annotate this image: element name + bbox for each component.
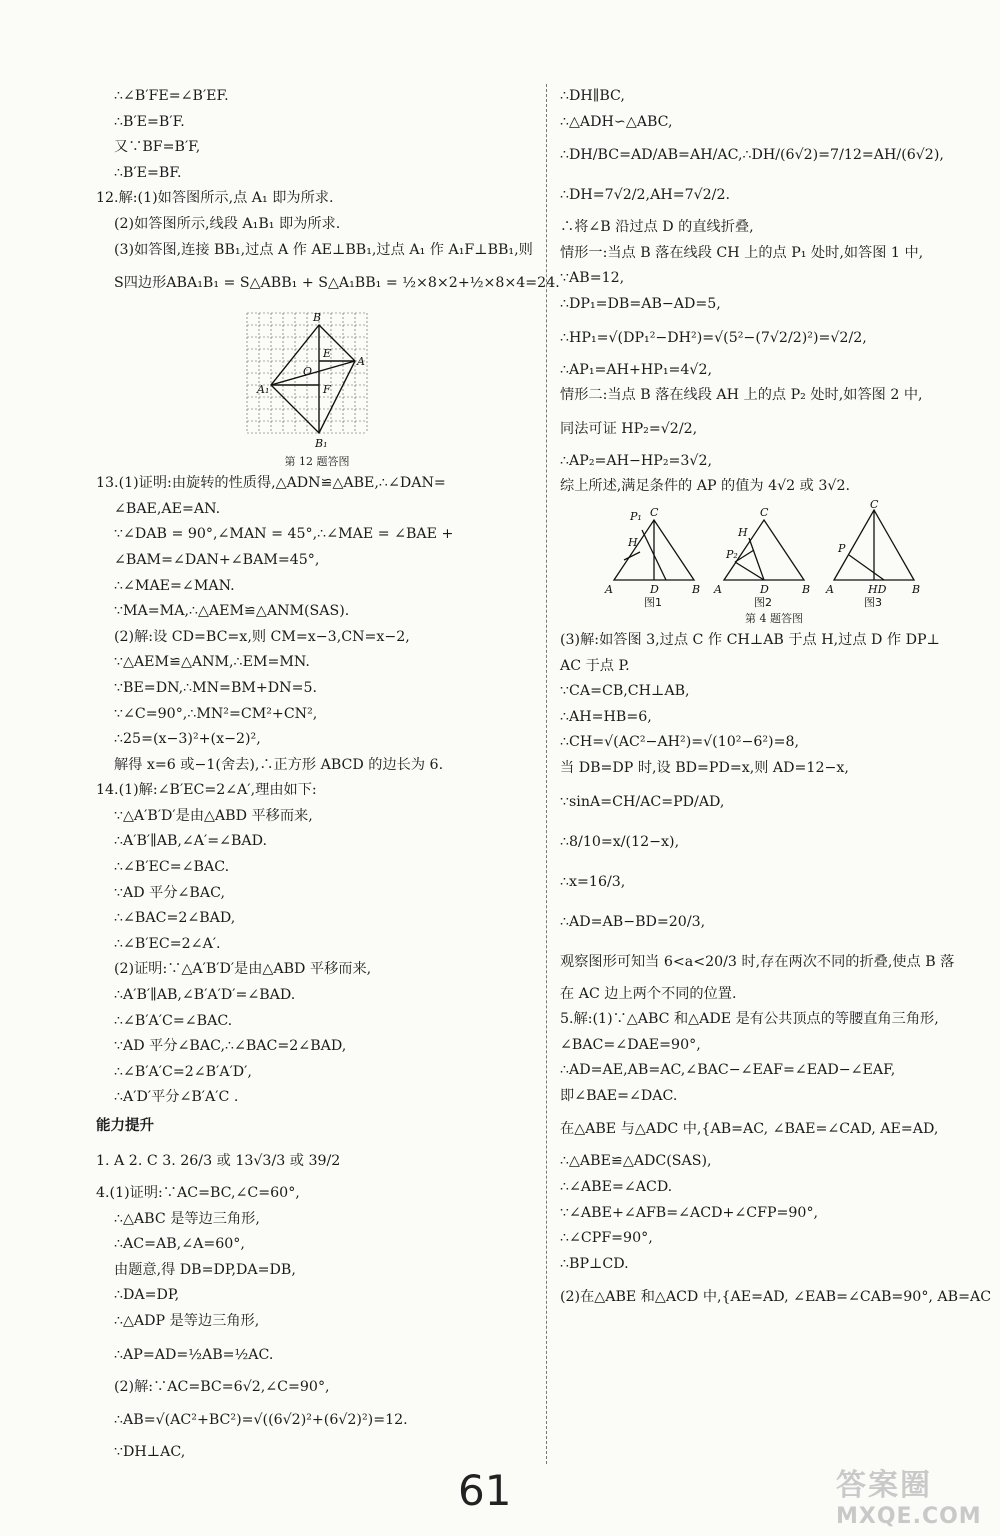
svg-text:A: A	[605, 582, 613, 596]
fig-label: O	[303, 365, 313, 379]
fig-label: A₁	[257, 383, 270, 397]
q5-heading: 5.解:(1)∵△ABC 和△ADE 是有公共顶点的等腰直角三角形,	[560, 1011, 939, 1028]
q14-heading: 14.(1)解:∠B′EC=2∠A′,理由如下:	[96, 782, 317, 799]
q12-heading: 12.解:(1)如答图所示,点 A₁ 即为所求.	[96, 190, 334, 207]
svg-text:C: C	[650, 505, 659, 519]
q12-figure-caption: 第 12 题答图	[284, 455, 350, 469]
svg-text:P₂: P₂	[726, 547, 738, 561]
text-line: ∴AP=AD=½AB=½AC.	[114, 1346, 274, 1363]
text-line: ∠BAM=∠DAN+∠BAM=45°,	[114, 551, 320, 568]
text-line: ∴将∠B 沿过点 D 的直线折叠,	[560, 219, 754, 236]
text-line: ∴∠B′A′C=∠BAC.	[114, 1012, 233, 1029]
text-line: ∴8/10=x/(12−x),	[560, 833, 680, 850]
fig-label: 图3	[864, 595, 882, 609]
text-line: ∴DH=7√2/2,AH=7√2/2.	[560, 187, 730, 204]
text-line: ∴B′E=B′F.	[114, 113, 185, 130]
q4-figure	[604, 500, 944, 610]
fig-label: 图1	[644, 595, 662, 609]
text-line: ∴△ABC 是等边三角形,	[114, 1210, 260, 1227]
fig-label: B₁	[315, 437, 328, 451]
text-line: ∴CH=√(AC²−AH²)=√(10²−6²)=8,	[560, 734, 799, 751]
text-line: ∵∠ABE+∠AFB=∠ACD+∠CFP=90°,	[560, 1204, 819, 1221]
fig-label: A	[357, 355, 365, 369]
text-line: ∵△A′B′D′是由△ABD 平移而来,	[114, 807, 313, 824]
svg-text:A: A	[714, 582, 722, 596]
text-line: ∴A′B′∥AB,∠B′A′D′=∠BAD.	[114, 987, 296, 1004]
svg-text:B: B	[912, 582, 921, 596]
text-line: ∵AD 平分∠BAC,	[114, 884, 225, 901]
text-line: ∴AH=HB=6,	[560, 708, 652, 725]
text-line: ∴DH/BC=AD/AB=AH/AC,∴DH/(6√2)=7/12=AH/(6√2),	[560, 147, 944, 164]
watermark-logo	[836, 1460, 986, 1530]
text-line: ∵MA=MA,∴△AEM≌△ANM(SAS).	[114, 603, 350, 620]
text-line: ∴AD=AE,AB=AC,∠BAC−∠EAF=∠EAD−∠EAF,	[560, 1062, 896, 1079]
watermark-text: 答案圈	[836, 1468, 932, 1503]
fig-label: F	[323, 383, 331, 397]
text-line: 情形一:当点 B 落在线段 CH 上的点 P₁ 处时,如答图 1 中,	[560, 244, 924, 261]
text-line: ∵∠DAB = 90°,∠MAN = 45°,∴∠MAE = ∠BAE +	[114, 526, 454, 543]
text-line: 解得 x=6 或−1(舍去),∴正方形 ABCD 的边长为 6.	[114, 756, 444, 773]
text-line: ∴AB=√(AC²+BC²)=√((6√2)²+(6√2)²)=12.	[114, 1412, 408, 1429]
text-line: 当 DB=DP 时,设 BD=PD=x,则 AD=12−x,	[560, 759, 849, 776]
text-line: (3)如答图,连接 BB₁,过点 A 作 AE⊥BB₁,过点 A₁ 作 A₁F⊥BB₁,则	[114, 241, 533, 258]
svg-text:H: H	[628, 535, 638, 549]
svg-text:C: C	[760, 505, 769, 519]
text-line: ∴△ADH∽△ABC,	[560, 113, 673, 130]
svg-text:A: A	[826, 582, 834, 596]
right-column	[560, 84, 992, 1317]
text-line: ∴∠BAC=2∠BAD,	[114, 910, 236, 927]
text-line: ∴AP₁=AH+HP₁=4√2,	[560, 361, 712, 378]
svg-text:H: H	[738, 525, 748, 539]
text-line: ∴△ABE≌△ADC(SAS),	[560, 1153, 712, 1170]
q4-heading: 4.(1)证明:∵AC=BC,∠C=60°,	[96, 1185, 300, 1201]
text-line: 观察图形可知当 6<a<20/3 时,存在两次不同的折叠,使点 B 落	[560, 953, 955, 970]
text-line: (2)解:∵AC=BC=6√2,∠C=90°,	[114, 1378, 330, 1395]
svg-text:P: P	[838, 541, 846, 555]
svg-text:P₁: P₁	[630, 509, 642, 523]
text-line: S四边形ABA₁B₁ = S△ABB₁ + S△A₁BB₁ = ½×8×2+½×8×4=24.	[114, 275, 560, 292]
text-line: ∴BP⊥CD.	[560, 1255, 629, 1272]
q13-heading: 13.(1)证明:由旋转的性质得,△ADN≌△ABE,∴∠DAN=	[96, 475, 446, 492]
svg-text:D: D	[760, 582, 769, 596]
watermark-url: MXQE.COM	[836, 1504, 982, 1529]
text-line: ∴x=16/3,	[560, 873, 626, 890]
text-line: ∴B′E=BF.	[114, 164, 182, 181]
text-line: ∴A′B′∥AB,∠A′=∠BAD.	[114, 833, 268, 850]
text-line: ∴∠B′A′C=2∠B′A′D′,	[114, 1063, 252, 1080]
text-line: ∴∠MAE=∠MAN.	[114, 577, 235, 594]
text-line: 同法可证 HP₂=√2/2,	[560, 420, 698, 437]
text-line: ∴HP₁=√(DP₁²−DH²)=√(5²−(7√2/2)²)=√2/2,	[560, 329, 867, 346]
column-divider	[546, 84, 547, 1464]
text-line: ∴AP₂=AH−HP₂=3√2,	[560, 452, 712, 469]
text-line: ∵AD 平分∠BAC,∴∠BAC=2∠BAD,	[114, 1038, 347, 1055]
text-line: (2)证明:∵△A′B′D′是由△ABD 平移而来,	[114, 961, 372, 978]
fig-label: E	[323, 347, 332, 361]
q4-figure-caption: 第 4 题答图	[745, 611, 803, 625]
ability-heading: 能力提升	[96, 1118, 154, 1134]
text-line: (2)在△ABE 和△ACD 中,{AE=AD, ∠EAB=∠CAB=90°, AB=AC	[560, 1289, 992, 1306]
fig-label: B	[313, 311, 322, 325]
text-line: 又∵BF=B′F,	[114, 139, 201, 156]
text-line: 情形二:当点 B 落在线段 AH 上的点 P₂ 处时,如答图 2 中,	[560, 387, 923, 404]
text-line: ∠BAE,AE=AN.	[114, 500, 221, 517]
text-line: AC 于点 P.	[560, 657, 630, 674]
text-line: ∵DH⊥AC,	[114, 1444, 186, 1461]
svg-text:C: C	[870, 499, 879, 511]
answers-line: 1. A 2. C 3. 26/3 或 13√3/3 或 39/2	[96, 1153, 341, 1169]
text-line: ∴∠CPF=90°,	[560, 1230, 653, 1247]
text-line: ∴∠B′EC=∠BAC.	[114, 859, 230, 876]
text-line: 即∠BAE=∠DAC.	[560, 1087, 678, 1104]
text-line: ∴DP₁=DB=AB−AD=5,	[560, 295, 721, 312]
text-line: ∵BE=DN,∴MN=BM+DN=5.	[114, 679, 317, 696]
text-line: ∵sinA=CH/AC=PD/AD,	[560, 793, 725, 810]
text-line: ∴∠B′FE=∠B′EF.	[114, 88, 229, 104]
svg-text:B: B	[692, 582, 701, 596]
text-line: ∴∠ABE=∠ACD.	[560, 1179, 673, 1196]
text-line: ∴∠B′EC=2∠A′.	[114, 935, 221, 952]
text-line: ∵CA=CB,CH⊥AB,	[560, 683, 690, 700]
text-line: 在 AC 边上两个不同的位置.	[560, 985, 737, 1002]
page-number: 61	[458, 1466, 512, 1515]
text-line: ∠BAC=∠DAE=90°,	[560, 1036, 701, 1053]
text-line: 在△ABE 与△ADC 中,{AB=AC, ∠BAE=∠CAD, AE=AD,	[560, 1121, 939, 1138]
text-line: ∴A′D′平分∠B′A′C .	[114, 1089, 239, 1106]
text-line: (2)解:设 CD=BC=x,则 CM=x−3,CN=x−2,	[114, 628, 410, 645]
text-line: ∴DH∥BC,	[560, 88, 625, 104]
text-line: ∴AD=AB−BD=20/3,	[560, 913, 706, 930]
fig-label: 图2	[754, 595, 772, 609]
quadrilateral	[271, 325, 355, 433]
text-line: ∵AB=12,	[560, 270, 625, 287]
q12-figure	[237, 303, 397, 453]
text-line: 由题意,得 DB=DP,DA=DB,	[114, 1261, 296, 1278]
text-line: ∵△AEM≌△ANM,∴EM=MN.	[114, 654, 310, 671]
text-line: ∴△ADP 是等边三角形,	[114, 1312, 260, 1329]
text-line: ∵∠C=90°,∴MN²=CM²+CN²,	[114, 705, 318, 722]
svg-text:HD: HD	[868, 582, 887, 596]
left-column	[96, 84, 560, 1466]
text-line: 综上所述,满足条件的 AP 的值为 4√2 或 3√2.	[560, 478, 850, 495]
text-line: ∴AC=AB,∠A=60°,	[114, 1236, 245, 1253]
text-line: ∴25=(x−3)²+(x−2)²,	[114, 731, 261, 748]
text-line: (2)如答图所示,线段 A₁B₁ 即为所求.	[114, 215, 341, 232]
text-line: ∴DA=DP,	[114, 1287, 180, 1304]
svg-text:D: D	[650, 582, 659, 596]
svg-text:B: B	[802, 582, 811, 596]
text-line: (3)解:如答图 3,过点 C 作 CH⊥AB 于点 H,过点 D 作 DP⊥	[560, 631, 940, 648]
